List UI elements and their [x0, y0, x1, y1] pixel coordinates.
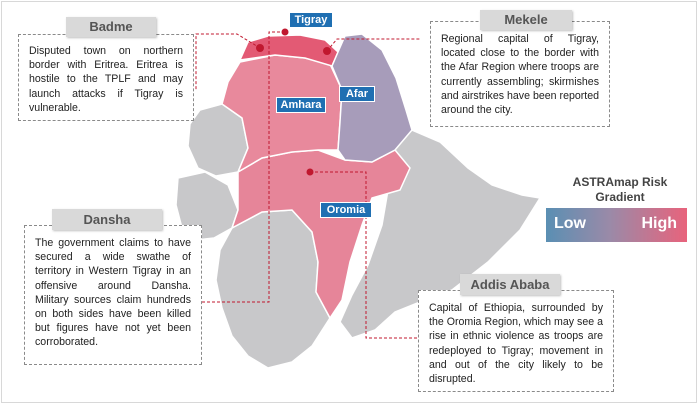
- amhara-label: Amhara: [276, 97, 326, 113]
- dansha-callout: [24, 225, 202, 365]
- badme-marker: [256, 44, 264, 52]
- mekele-text: Regional capital of Tigray, located close to the border with the Afar Region where troops are currently assembling; skirmishes and airstrikes have been reported around the city.: [441, 33, 599, 117]
- addis-ababa-marker: [307, 169, 314, 176]
- mekele-marker: [323, 47, 331, 55]
- tigray-label: Tigray: [289, 12, 333, 28]
- badme-title: Badme: [66, 17, 156, 37]
- addis-ababa-text: Capital of Ethiopia, surrounded by the Oromia Region, which may see a rise in ethnic violence as troops are redeployed to Tigray; movement in and out of the city likely to be disrupted.: [429, 302, 603, 386]
- addis-ababa-title: Addis Ababa: [460, 274, 560, 295]
- legend-title: ASTRAmap Risk Gradient: [572, 175, 668, 204]
- afar-label: Afar: [339, 86, 375, 102]
- dansha-text: The government claims to have secured a wide swathe of territory in Western Tigray in an offensive around Dansha. Military sources claim hundreds on both sides have been killed but figures have not yet been corroborated.: [35, 237, 191, 349]
- addis-ababa-callout: [418, 290, 614, 392]
- legend-high-label: High: [641, 215, 677, 232]
- risk-gradient-bar: [546, 208, 687, 242]
- dansha-title: Dansha: [52, 209, 162, 230]
- dansha-marker: [282, 29, 289, 36]
- mekele-title: Mekele: [480, 10, 572, 30]
- legend-low-label: Low: [554, 215, 586, 232]
- badme-callout: [18, 34, 194, 121]
- badme-text: Disputed town on northern border with Eritrea. Eritrea is hostile to the TPLF and may launch attacks if Tigray is vulnerable.: [29, 45, 183, 114]
- mekele-callout: [430, 21, 610, 127]
- oromia-label: Oromia: [320, 202, 372, 218]
